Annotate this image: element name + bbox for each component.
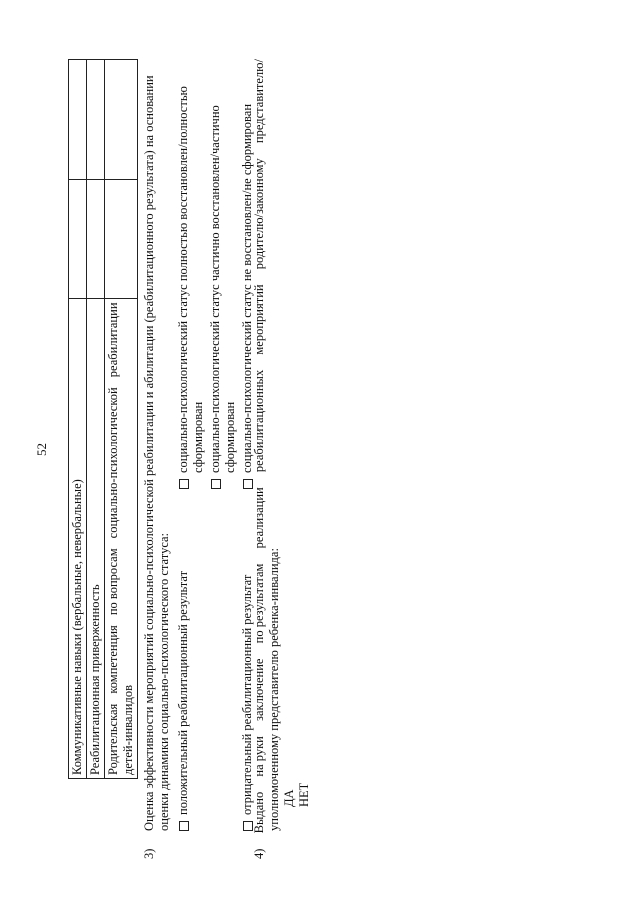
word: представителю/ [252, 59, 266, 144]
positive-result-option [176, 501, 191, 831]
word: по результатам [252, 563, 266, 644]
table-cell: Коммуникативные навыки (вербальные, невербальные) [69, 299, 87, 779]
word: реабилитационных [252, 369, 266, 473]
section-3-heading-text: Оценка эффективности мероприятий социально-психологической реабилитации и абилитации (реабилитационного результата) на основании оценки динамики социально-психологического статуса: [142, 75, 171, 831]
table-cell-empty [105, 60, 138, 180]
table-cell-empty [87, 179, 105, 299]
table-row [105, 60, 138, 779]
status-restored-fully-label: социально-психологический статус полностью восстановлен/полностью сформирован [176, 86, 205, 473]
table-row [69, 60, 87, 779]
section-3-heading [142, 59, 172, 859]
checkbox[interactable] [179, 821, 189, 831]
word: компетенция [106, 625, 120, 694]
table-cell-empty [87, 60, 105, 180]
status-restored-fully-option [176, 43, 206, 489]
section-4-line [252, 59, 267, 859]
status-restored-partially-label: социально-психологический статус частично восстановлен/частично сформирован [208, 105, 237, 473]
word: родителю/законному [252, 158, 266, 270]
table-cell [105, 299, 138, 779]
positive-result-label: положительный реабилитационный результат [176, 570, 190, 815]
justified-line [106, 302, 121, 775]
status-restored-partially-option [208, 43, 238, 489]
section-number: 4) [252, 848, 266, 859]
justified-line [252, 59, 267, 859]
section-4-line: уполномоченному представителю ребенка-инвалида: [267, 548, 281, 831]
table-row [87, 60, 105, 779]
word: заключение [252, 658, 266, 721]
negative-result-label: отрицательный реабилитационный результат [240, 574, 254, 815]
checkbox[interactable] [179, 479, 189, 489]
word: мероприятий [252, 284, 266, 355]
checkbox[interactable] [211, 479, 221, 489]
table-cell-empty [105, 179, 138, 299]
section-number: 3) [142, 848, 156, 859]
answer-no[interactable]: НЕТ [297, 782, 311, 807]
table-cell-empty [69, 179, 87, 299]
word: Выдано [252, 791, 266, 834]
word: Родительская [106, 703, 120, 775]
word: по вопросам [106, 548, 120, 616]
skills-table [68, 59, 138, 779]
word: социально-психологической [106, 387, 120, 539]
answer-yes[interactable]: ДА [282, 789, 296, 807]
table-cell-empty [69, 60, 87, 180]
word: реализации [252, 487, 266, 549]
word: реабилитации [106, 302, 120, 378]
page-number: 52 [34, 443, 49, 456]
table-cell: Реабилитационная приверженность [87, 299, 105, 779]
section-4 [252, 59, 312, 859]
status-not-restored-label: социально-психологический статус не восстановлен/не сформирован [240, 103, 254, 473]
word: на руки [252, 736, 266, 777]
cell-line: детей-инвалидов [121, 685, 135, 775]
